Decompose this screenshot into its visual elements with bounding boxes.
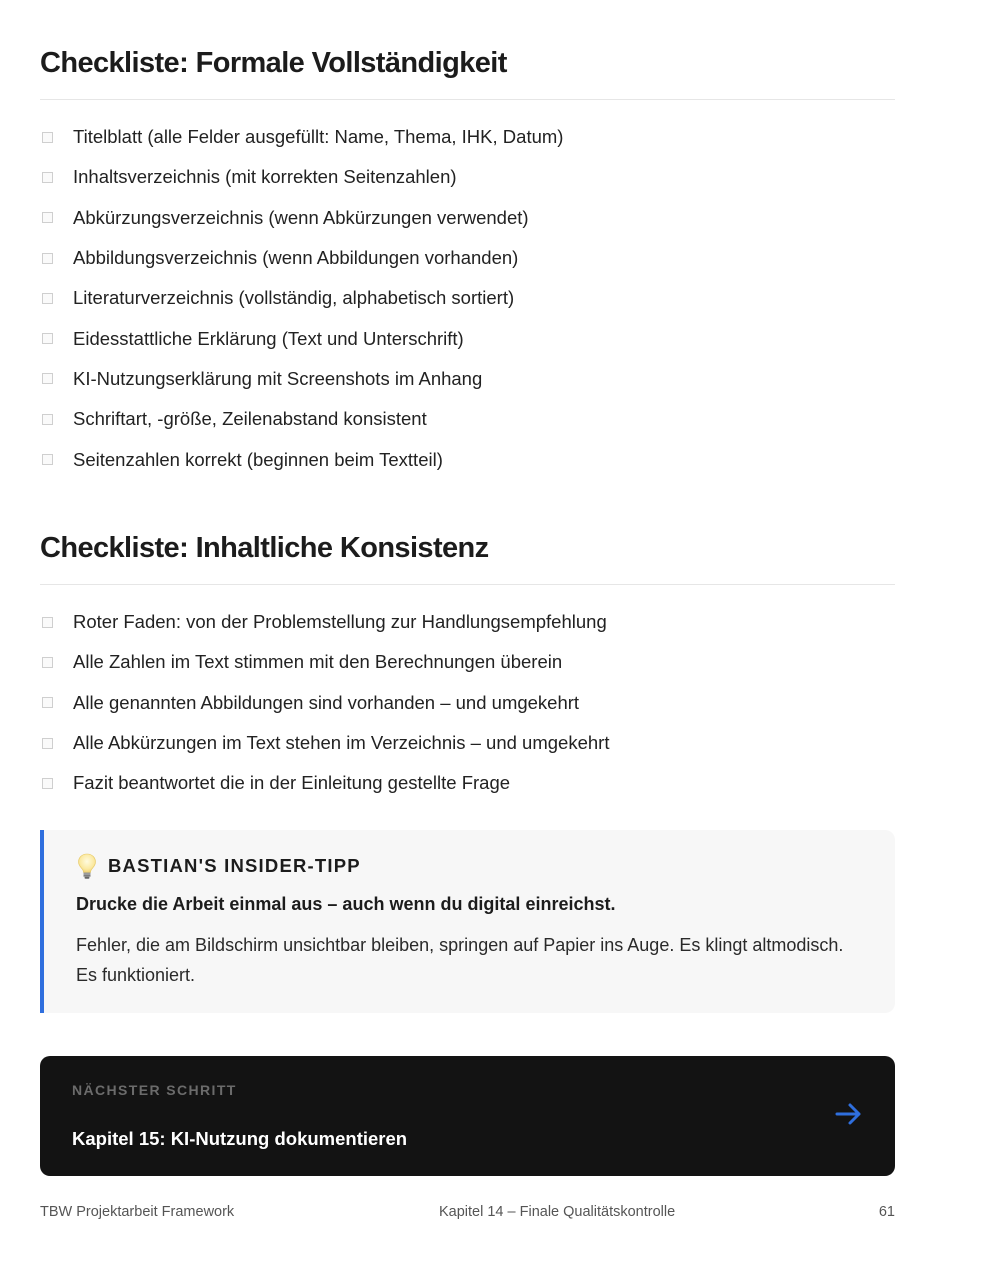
checklist-item-label: KI-Nutzungserklärung mit Screenshots im Anhang	[73, 367, 483, 389]
checkbox[interactable]	[42, 778, 53, 789]
lightbulb-icon	[76, 852, 98, 880]
checklist-item-label: Inhaltsverzeichnis (mit korrekten Seitenzahlen)	[73, 166, 457, 188]
checklist-item[interactable]	[40, 439, 563, 479]
page-number: 61	[878, 1204, 895, 1220]
tip-headline: Drucke die Arbeit einmal aus – auch wenn du digital einreichst.	[76, 894, 616, 914]
tip-label: BASTIAN'S INSIDER-TIPP	[108, 855, 361, 876]
checklist-item[interactable]	[40, 399, 563, 439]
checkbox[interactable]	[42, 738, 53, 749]
checklist-item-label: Eidesstattliche Erklärung (Text und Unterschrift)	[73, 327, 464, 349]
checklist-item[interactable]	[40, 763, 609, 803]
checkbox[interactable]	[42, 293, 53, 304]
checkbox[interactable]	[42, 657, 53, 668]
checkbox[interactable]	[42, 132, 53, 143]
checklist-item[interactable]	[40, 683, 609, 723]
checklist-formal	[40, 117, 563, 480]
checklist-item-label: Literaturverzeichnis (vollständig, alphabetisch sortiert)	[73, 287, 515, 309]
checklist-item-label: Alle genannten Abbildungen sind vorhanden – und umgekehrt	[73, 691, 580, 713]
checklist-item[interactable]	[40, 238, 563, 278]
checklist-item-label: Alle Abkürzungen im Text stehen im Verzeichnis – und umgekehrt	[73, 732, 610, 754]
checkbox[interactable]	[42, 253, 53, 264]
checklist-item[interactable]	[40, 278, 563, 318]
checklist-item-label: Abkürzungsverzeichnis (wenn Abkürzungen verwendet)	[73, 206, 529, 228]
checklist-item[interactable]	[40, 642, 609, 682]
checkbox[interactable]	[42, 373, 53, 384]
section-title-content: Checkliste: Inhaltliche Konsistenz	[40, 532, 489, 564]
next-step-card[interactable]	[40, 1056, 895, 1176]
checklist-item-label: Titelblatt (alle Felder ausgefüllt: Name, Thema, IHK, Datum)	[73, 126, 564, 148]
footer-chapter: Kapitel 14 – Finale Qualitätskontrolle	[439, 1204, 676, 1220]
checklist-item[interactable]	[40, 157, 563, 197]
checklist-item-label: Fazit beantwortet die in der Einleitung gestellte Frage	[73, 772, 511, 794]
next-step-kicker: NÄCHSTER SCHRITT	[72, 1082, 237, 1098]
checkbox[interactable]	[42, 697, 53, 708]
section-title-formal: Checkliste: Formale Vollständigkeit	[40, 47, 507, 79]
checkbox[interactable]	[42, 172, 53, 183]
checkbox[interactable]	[42, 414, 53, 425]
checklist-item-label: Abbildungsverzeichnis (wenn Abbildungen vorhanden)	[73, 247, 519, 269]
checkbox[interactable]	[42, 454, 53, 465]
checkbox[interactable]	[42, 212, 53, 223]
tip-header	[76, 852, 865, 880]
insider-tip-callout	[40, 830, 895, 1013]
checklist-item[interactable]	[40, 723, 609, 763]
checklist-item[interactable]	[40, 198, 563, 238]
tip-body: Fehler, die am Bildschirm unsichtbar bleiben, springen auf Papier ins Auge. Es klingt altmodisch. Es funktioniert.	[76, 935, 844, 985]
page-footer	[40, 1204, 895, 1224]
section-divider	[40, 99, 895, 100]
checkbox[interactable]	[42, 617, 53, 628]
checklist-item[interactable]	[40, 359, 563, 399]
checklist-item[interactable]	[40, 117, 563, 157]
checklist-item[interactable]	[40, 318, 563, 358]
section-divider	[40, 584, 895, 585]
checklist-item-label: Roter Faden: von der Problemstellung zur Handlungsempfehlung	[73, 611, 607, 633]
footer-title: TBW Projektarbeit Framework	[40, 1204, 235, 1220]
checklist-item-label: Schriftart, -größe, Zeilenabstand konsistent	[73, 408, 427, 430]
next-step-title[interactable]: Kapitel 15: KI-Nutzung dokumentieren	[72, 1128, 408, 1149]
checklist-item-label: Alle Zahlen im Text stimmen mit den Berechnungen überein	[73, 651, 563, 673]
checklist-item[interactable]	[40, 602, 609, 642]
checkbox[interactable]	[42, 333, 53, 344]
arrow-right-icon[interactable]	[835, 1102, 863, 1126]
checklist-item-label: Seitenzahlen korrekt (beginnen beim Textteil)	[73, 448, 443, 470]
checklist-content	[40, 602, 609, 803]
